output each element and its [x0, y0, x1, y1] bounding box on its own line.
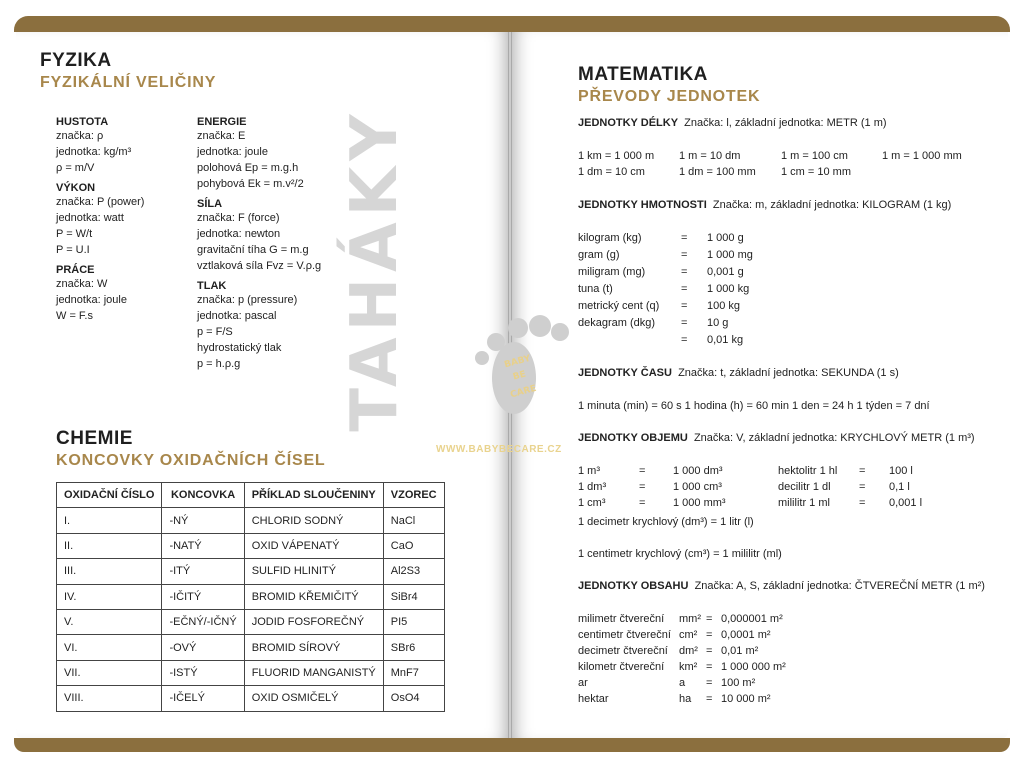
text-cell: = — [859, 481, 866, 493]
volume-desc: Značka: V, základní jednotka: KRYCHLOVÝ METR (1 m³) — [693, 432, 975, 444]
physics-title: FYZIKA — [40, 50, 112, 71]
text-cell: tuna (t) — [578, 283, 613, 295]
text-line: značka: W — [56, 278, 108, 290]
text-cell: 1 dm³ — [578, 481, 607, 493]
table-cell: VII. — [57, 660, 162, 685]
text-line: jednotka: pascal — [197, 310, 277, 322]
text-cell: metrický cent (q) — [578, 300, 660, 312]
text-cell: hektolitr 1 hl — [778, 465, 838, 477]
text-cell: decimetr čtvereční — [578, 645, 668, 657]
table-cell: -EČNÝ/-IČNÝ — [162, 609, 244, 634]
text-cell: ha — [679, 693, 692, 705]
text-line: P = U.I — [56, 244, 90, 256]
text-line: 1 dm = 100 mm — [679, 166, 756, 178]
table-cell: PI5 — [383, 609, 444, 634]
table-row — [57, 635, 445, 660]
table-cell: SULFID HLINITÝ — [244, 559, 383, 584]
table-cell: FLUORID MANGANISTÝ — [244, 660, 383, 685]
text-line: značka: P (power) — [56, 196, 145, 208]
cover-edge-top — [14, 16, 1010, 32]
section-prace: PRÁCE — [56, 264, 95, 276]
text-cell: 1 000 g — [707, 232, 744, 244]
text-line: 1 km = 1 000 m — [578, 150, 655, 162]
table-row — [57, 584, 445, 609]
text-cell: = — [681, 283, 688, 295]
text-cell: = — [706, 661, 713, 673]
area-title: JEDNOTKY OBSAHU — [578, 580, 689, 592]
text-cell: 1 000 dm³ — [673, 465, 723, 477]
text-line: gravitační tíha G = m.g — [197, 244, 309, 256]
table-cell: -OVÝ — [162, 635, 244, 660]
text-cell: = — [706, 693, 713, 705]
baby-footprint-logo — [474, 312, 574, 422]
table-cell: OsO4 — [383, 686, 444, 711]
math-heading — [578, 64, 760, 106]
text-line: 1 dm = 10 cm — [578, 166, 645, 178]
text-cell: 0,000001 m² — [721, 613, 783, 625]
text-line: značka: E — [197, 130, 246, 142]
footprint-toe — [487, 333, 505, 351]
text-cell: = — [706, 677, 713, 689]
text-cell: milimetr čtvereční — [578, 613, 665, 625]
text-cell: 1 000 kg — [707, 283, 750, 295]
text-cell: = — [639, 481, 646, 493]
logo-text: CARE — [509, 383, 538, 401]
text-cell: 1 cm³ — [578, 497, 606, 509]
text-cell: cm² — [679, 629, 698, 641]
mass-title: JEDNOTKY HMOTNOSTI — [578, 199, 707, 211]
chemistry-heading — [56, 428, 326, 470]
text-cell: dm² — [679, 645, 698, 657]
text-cell: = — [681, 249, 688, 261]
table-row — [57, 686, 445, 711]
text-line: 1 m = 1 000 mm — [882, 150, 962, 162]
text-cell: = — [859, 497, 866, 509]
text-cell: mililitr 1 ml — [778, 497, 830, 509]
table-header: KONCOVKA — [162, 483, 244, 508]
text-cell: miligram (mg) — [578, 266, 646, 278]
length-desc: Značka: l, základní jednotka: METR (1 m) — [684, 117, 887, 129]
table-cell: -IČITÝ — [162, 584, 244, 609]
length-section-header — [578, 117, 887, 129]
text-line: P = W/t — [56, 228, 93, 240]
physics-column-2 — [197, 116, 377, 372]
watermark-text: TAHÁKY — [338, 108, 412, 432]
time-desc: Značka: t, základní jednotka: SEKUNDA (1 s) — [678, 367, 899, 379]
math-subtitle: PŘEVODY JEDNOTEK — [578, 88, 761, 105]
text-cell: 0,1 l — [889, 481, 910, 493]
text-line: 1 m = 10 dm — [679, 150, 741, 162]
text-line: značka: ρ — [56, 130, 104, 142]
time-line: 1 minuta (min) = 60 s 1 hodina (h) = 60 min 1 den = 24 h 1 týden = 7 dní — [578, 400, 930, 412]
table-cell: VIII. — [57, 686, 162, 711]
text-line: značka: F (force) — [197, 212, 280, 224]
text-line: ρ = m/V — [56, 162, 95, 174]
text-cell: ar — [578, 677, 588, 689]
text-cell: centimetr čtvereční — [578, 629, 671, 641]
text-line: jednotka: kg/m³ — [56, 146, 132, 158]
text-cell: = — [681, 334, 688, 346]
text-line: vztlaková síla Fvz = V.ρ.g — [197, 260, 322, 272]
table-row — [57, 559, 445, 584]
text-cell: 0,0001 m² — [721, 629, 771, 641]
text-cell: km² — [679, 661, 698, 673]
time-section-header — [578, 367, 899, 379]
section-tlak: TLAK — [197, 280, 227, 292]
table-row — [57, 660, 445, 685]
text-cell: 1 000 mg — [707, 249, 753, 261]
logo-url: WWW.BABYBECARE.CZ — [436, 444, 562, 455]
footprint-toe — [508, 318, 528, 338]
text-cell: 1 m³ — [578, 465, 600, 477]
table-row — [57, 508, 445, 533]
physics-subtitle: FYZIKÁLNÍ VELIČINY — [40, 74, 217, 91]
section-vykon: VÝKON — [56, 182, 96, 194]
math-title: MATEMATIKA — [578, 64, 708, 85]
table-header: OXIDAČNÍ ČÍSLO — [57, 483, 162, 508]
table-cell: -IČELÝ — [162, 686, 244, 711]
text-cell: mm² — [679, 613, 701, 625]
time-title: JEDNOTKY ČASU — [578, 367, 672, 379]
table-cell: SBr6 — [383, 635, 444, 660]
logo-text: BABY — [503, 353, 532, 371]
table-cell: -ITÝ — [162, 559, 244, 584]
text-cell: = — [639, 497, 646, 509]
physics-heading — [40, 50, 216, 92]
text-cell: decilitr 1 dl — [778, 481, 831, 493]
text-cell: hektar — [578, 693, 609, 705]
table-cell: II. — [57, 533, 162, 558]
table-cell: CHLORID SODNÝ — [244, 508, 383, 533]
physics-column-1 — [56, 116, 206, 324]
oxidation-table — [56, 482, 445, 712]
text-cell: = — [681, 266, 688, 278]
text-line: W = F.s — [56, 310, 93, 322]
table-cell: SiBr4 — [383, 584, 444, 609]
table-cell: OXID VÁPENATÝ — [244, 533, 383, 558]
text-cell: 0,01 kg — [707, 334, 744, 346]
table-cell: -NATÝ — [162, 533, 244, 558]
table-cell: BROMID SÍROVÝ — [244, 635, 383, 660]
text-cell: = — [859, 465, 866, 477]
table-cell: MnF7 — [383, 660, 444, 685]
chemistry-subtitle: KONCOVKY OXIDAČNÍCH ČÍSEL — [56, 452, 326, 469]
text-line: jednotka: newton — [197, 228, 281, 240]
table-header: VZOREC — [383, 483, 444, 508]
text-line: p = h.ρ.g — [197, 358, 241, 370]
text-cell: 100 l — [889, 465, 913, 477]
text-cell: = — [706, 613, 713, 625]
text-cell: = — [681, 317, 688, 329]
text-cell: a — [679, 677, 686, 689]
logo-text: BE — [511, 369, 528, 383]
text-cell: kilogram (kg) — [578, 232, 642, 244]
footprint-toe — [529, 315, 551, 337]
text-cell: 0,001 l — [889, 497, 923, 509]
volume-section-header — [578, 432, 975, 444]
mass-desc: Značka: m, základní jednotka: KILOGRAM (1 kg) — [712, 199, 952, 211]
section-sila: SÍLA — [197, 198, 223, 210]
text-cell: 1 000 mm³ — [673, 497, 726, 509]
section-energie: ENERGIE — [197, 116, 247, 128]
text-cell: = — [639, 465, 646, 477]
table-cell: Al2S3 — [383, 559, 444, 584]
mass-section-header — [578, 199, 951, 211]
text-cell: = — [681, 300, 688, 312]
text-line: jednotka: joule — [56, 294, 127, 306]
length-title: JEDNOTKY DÉLKY — [578, 117, 679, 129]
volume-note: 1 decimetr krychlový (dm³) = 1 litr (l) — [578, 516, 754, 528]
table-cell: CaO — [383, 533, 444, 558]
table-header-row — [57, 483, 445, 508]
text-line: jednotka: joule — [197, 146, 268, 158]
cover-edge-bottom — [14, 738, 1010, 752]
text-line: p = F/S — [197, 326, 233, 338]
volume-note: 1 centimetr krychlový (cm³) = 1 mililitr (ml) — [578, 548, 782, 560]
text-cell: 0,001 g — [707, 266, 744, 278]
text-cell: 10 000 m² — [721, 693, 771, 705]
footprint-toe — [475, 351, 489, 365]
table-cell: NaCl — [383, 508, 444, 533]
chemistry-title: CHEMIE — [56, 428, 133, 449]
table-cell: IV. — [57, 584, 162, 609]
text-cell: = — [706, 645, 713, 657]
text-cell: 0,01 m² — [721, 645, 759, 657]
text-line: pohybová Ek = m.v²/2 — [197, 178, 304, 190]
area-section-header — [578, 580, 985, 592]
text-cell: 100 kg — [707, 300, 741, 312]
table-cell: III. — [57, 559, 162, 584]
table-cell: I. — [57, 508, 162, 533]
text-cell: gram (g) — [578, 249, 620, 261]
table-cell: VI. — [57, 635, 162, 660]
area-desc: Značka: A, S, základní jednotka: ČTVEREČNÍ METR (1 m²) — [694, 580, 985, 592]
text-line: značka: p (pressure) — [197, 294, 298, 306]
table-cell: -ISTÝ — [162, 660, 244, 685]
text-cell: 10 g — [707, 317, 729, 329]
text-line: hydrostatický tlak — [197, 342, 282, 354]
text-cell: 1 000 cm³ — [673, 481, 722, 493]
text-line: jednotka: watt — [56, 212, 124, 224]
table-row — [57, 609, 445, 634]
table-cell: V. — [57, 609, 162, 634]
text-cell: 100 m² — [721, 677, 756, 689]
table-cell: -NÝ — [162, 508, 244, 533]
text-line: 1 m = 100 cm — [781, 150, 848, 162]
text-cell: kilometr čtvereční — [578, 661, 665, 673]
table-cell: JODID FOSFOREČNÝ — [244, 609, 383, 634]
table-header: PŘÍKLAD SLOUČENINY — [244, 483, 383, 508]
text-cell: = — [706, 629, 713, 641]
text-cell: 1 000 000 m² — [721, 661, 786, 673]
text-line: 1 cm = 10 mm — [781, 166, 851, 178]
volume-title: JEDNOTKY OBJEMU — [578, 432, 688, 444]
table-cell: OXID OSMIČELÝ — [244, 686, 383, 711]
text-cell: dekagram (dkg) — [578, 317, 656, 329]
table-cell: BROMID KŘEMIČITÝ — [244, 584, 383, 609]
text-cell: = — [681, 232, 688, 244]
oxidation-table-body — [57, 508, 445, 711]
text-line: polohová Ep = m.g.h — [197, 162, 299, 174]
footprint-toe — [551, 323, 569, 341]
table-row — [57, 533, 445, 558]
section-hustota: HUSTOTA — [56, 116, 109, 128]
